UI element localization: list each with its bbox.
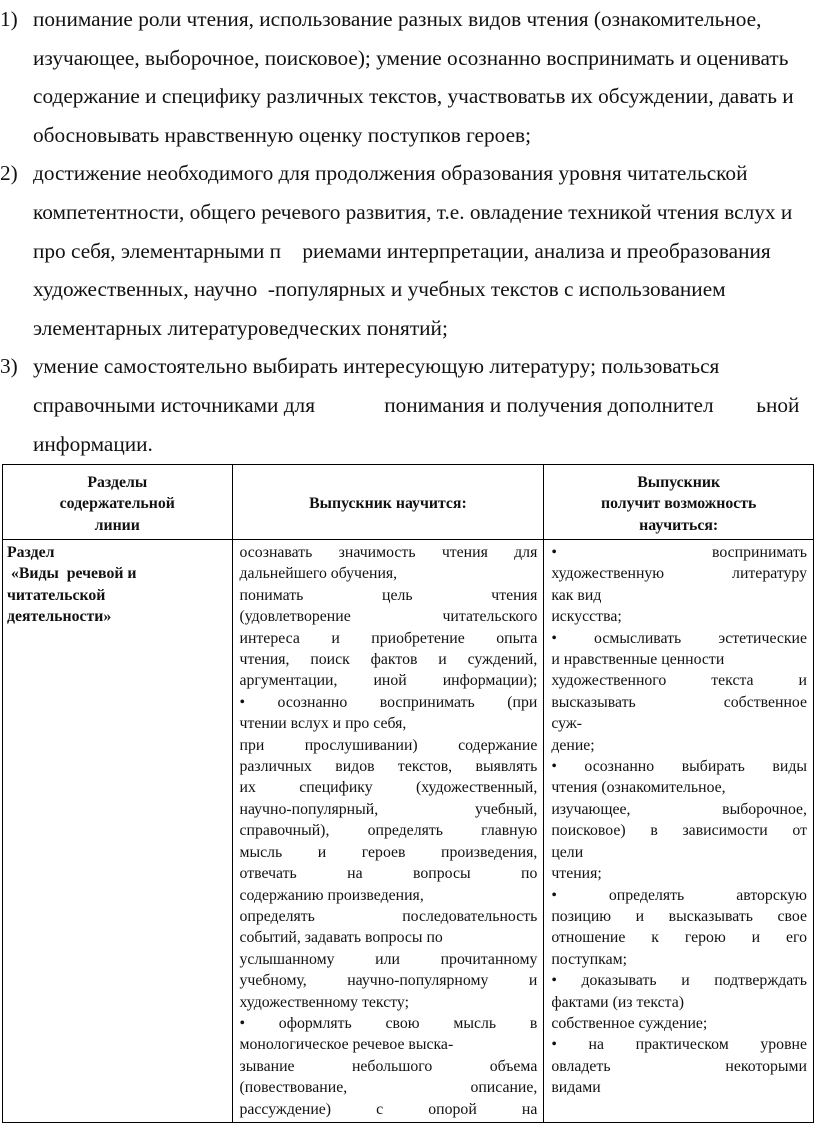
header-will-learn (232, 465, 544, 540)
intro-line (0, 347, 816, 386)
cell-line: цели (551, 843, 584, 861)
cell-line: научно-популярный, учебный, (239, 800, 538, 818)
cell-line: овладеть некоторыми (551, 1057, 807, 1075)
intro-line (0, 0, 816, 39)
cell-line: чтения (ознакомительное, (551, 779, 726, 797)
intro-line-text: понимание роли чтения, использование разных видов чтения (ознакомительное, (33, 7, 762, 31)
cell-line: • оформлять свою мысль в (239, 1014, 538, 1032)
intro-line (0, 154, 816, 193)
cell-line: • на практическом уровне (551, 1036, 807, 1054)
intro-line (0, 193, 816, 232)
cell-line: дальнейшего обучения, (239, 565, 398, 583)
intro-line (0, 39, 816, 78)
cell-line: искусства; (551, 608, 622, 626)
list-number: 2) (0, 161, 18, 186)
cell-line: осознавать значимость чтения для (239, 544, 538, 561)
intro-line (0, 270, 816, 309)
cell-line: фактами (из текста) (551, 993, 685, 1011)
cell-line: справочный), определять главную (239, 822, 538, 840)
cell-line: как вид (551, 586, 602, 604)
cell-line: аргументации, иной информации); (239, 672, 538, 690)
cell-line: чтении вслух и про себя, (239, 715, 407, 733)
table-row (3, 540, 814, 1123)
cell-line: собственное суждение; (551, 1014, 708, 1032)
cell-line: событий, задавать вопросы по (239, 929, 443, 947)
list-number: 3) (0, 354, 18, 379)
intro-text (0, 0, 816, 463)
cell-line: • осознанно выбирать виды (551, 758, 807, 776)
header-line: Выпускник (637, 473, 721, 491)
intro-line (0, 425, 816, 464)
cell-line: изучающее, выборочное, (551, 800, 807, 818)
intro-line-text: умение самостоятельно выбирать интересующую литературу; пользоваться (33, 354, 720, 379)
cell-line: различных видов текстов, выявлять (239, 758, 538, 776)
cell-line: высказывать собственное (551, 693, 807, 711)
cell-line: отношение к герою и его (551, 929, 807, 947)
cell-line: суж- (551, 715, 583, 733)
cell-line: и нравственные ценности (551, 651, 725, 669)
cell-line: позицию и высказывать свое (551, 907, 807, 925)
section-title-line: Раздел (7, 544, 55, 561)
cell-line: • воспринимать (551, 544, 807, 561)
cell-line: учебному, научно-популярному и (239, 972, 538, 990)
header-line: Разделы (87, 473, 148, 491)
intro-line (0, 386, 816, 425)
table-header-row (3, 465, 814, 540)
cell-line: (удовлетворение читательского (239, 608, 538, 626)
intro-line-text: компетентности, общего речевого развития, т.е. овладение техникой чтения вслух и (33, 199, 793, 224)
cell-line: • осмысливать эстетические (551, 629, 807, 647)
intro-line-text: информации. (33, 431, 153, 456)
list-number: 1) (0, 7, 18, 31)
intro-line (0, 116, 816, 155)
cell-line: художественную литературу (551, 565, 807, 583)
header-sections (3, 465, 233, 540)
section-title-line: читательской (7, 586, 106, 604)
intro-line-text: элементарных литературоведческих понятий; (33, 315, 448, 340)
cell-line: содержанию произведения, (239, 886, 424, 904)
cell-line: художественному тексту; (239, 993, 409, 1011)
cell-line: чтения, поиск фактов и суждений, (239, 651, 538, 669)
cell-line: монологическое речевое выска- (239, 1036, 454, 1054)
intro-line-text: обосновывать нравственную оценку поступков героев; (33, 122, 531, 147)
cell-line: поступкам; (551, 950, 627, 968)
cell-line: понимать цель чтения (239, 586, 538, 604)
intro-line-text: про себя, элементарными п риемами интерпретации, анализа и преобразования (33, 238, 771, 263)
intro-line-text: изучающее, выборочное, поисковое); умение осознанно воспринимать и оценивать (33, 45, 789, 70)
cell-line: поисковое) в зависимости от (551, 822, 807, 840)
section-title-line: «Виды речевой и (7, 565, 137, 583)
section-title-line: деятельности» (7, 608, 112, 626)
intro-line-text: содержание и специфику различных текстов, участвоватьв их обсуждении, давать и (33, 84, 794, 109)
header-line: получит возможность (600, 495, 757, 513)
cell-line: (повествование, описание, (239, 1079, 538, 1097)
content-table (2, 464, 814, 1123)
cell-line: мысль и героев произведения, (239, 843, 538, 861)
may-learn-cell (544, 540, 814, 1123)
cell-line: • определять авторскую (551, 886, 807, 904)
cell-line: услышанному или прочитанному (239, 950, 538, 968)
header-line: научиться: (639, 516, 719, 534)
cell-line: художественного текста и (551, 672, 807, 690)
cell-line: при прослушивании) содержание (239, 736, 538, 754)
cell-line: видами (551, 1079, 601, 1097)
intro-line (0, 232, 816, 271)
header-may-learn (544, 465, 814, 540)
header-line: Выпускник научится: (309, 495, 467, 513)
will-learn-cell (232, 540, 544, 1123)
cell-line: их специфику (художественный, (239, 779, 538, 797)
cell-line: интереса и приобретение опыта (239, 629, 538, 647)
intro-line-text: художественных, научно -популярных и учебных текстов с использованием (33, 277, 726, 302)
cell-line: определять последовательность (239, 907, 538, 925)
cell-line: рассуждение) с опорой на (239, 1100, 538, 1118)
cell-line: отвечать на вопросы по (239, 865, 538, 883)
section-cell (3, 540, 233, 1123)
intro-line-text: достижение необходимого для продолжения образования уровня читательской (33, 161, 748, 186)
intro-line-text: справочными источниками для понимания и получения дополнител ьной (33, 392, 800, 417)
cell-line: зывание небольшого объема (239, 1057, 538, 1075)
intro-line (0, 309, 816, 348)
cell-line: чтения; (551, 865, 602, 883)
cell-line: • доказывать и подтверждать (551, 972, 807, 990)
cell-line: • осознанно воспринимать (при (239, 693, 538, 711)
intro-line (0, 77, 816, 116)
header-line: линии (94, 516, 140, 534)
cell-line: дение; (551, 736, 595, 754)
header-line: содержательной (59, 495, 175, 513)
